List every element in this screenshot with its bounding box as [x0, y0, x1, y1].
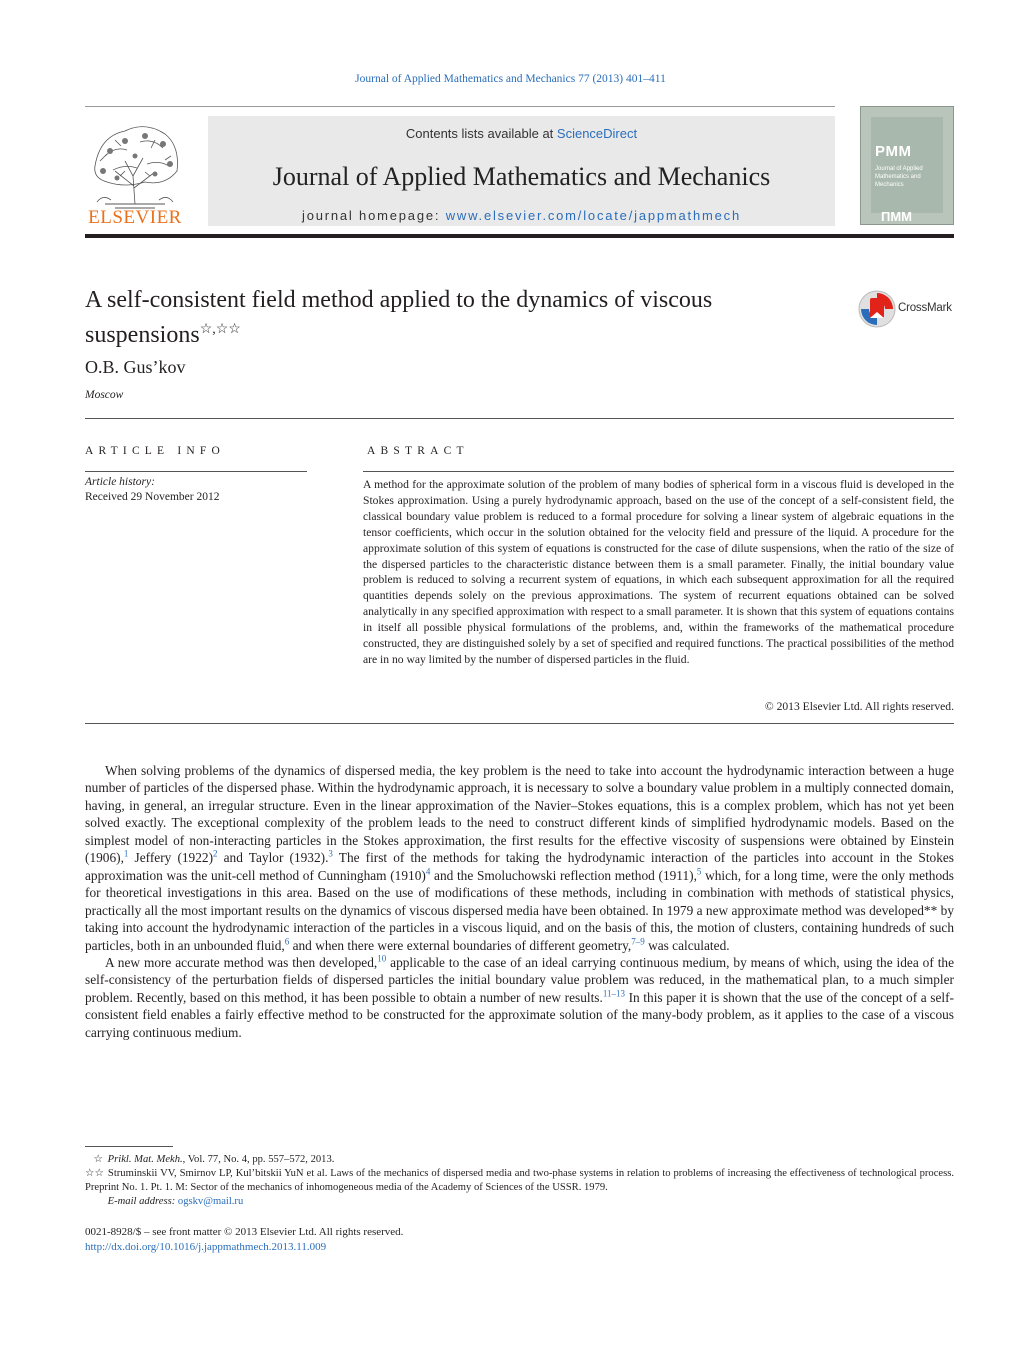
received-date: Received 29 November 2012: [85, 491, 220, 503]
citation-link[interactable]: 11–13: [602, 988, 625, 999]
email-label: E-mail address:: [107, 1196, 178, 1208]
text-run: applicable to the case of an ideal carrying continuous medium, by means of which, using the idea of the self-consistency of the perturbation fields of dispersed particles the initial boundary value problem was reduced, in the mathematical plan, to a much simpler problem. Recently, based on this method, it has been possible to obtain a number of new results.: [85, 954, 954, 1005]
cover-bottom-label: ПММ: [881, 209, 913, 224]
article-history-label: Article history:: [85, 476, 155, 488]
header-bottom-rule: [85, 234, 954, 238]
text-run: and the Smoluchowski reflection method (1911),: [430, 867, 697, 883]
article-title: [85, 285, 825, 350]
article-info-heading: ARTICLE INFO: [85, 445, 225, 457]
doi-link[interactable]: http://dx.doi.org/10.1016/j.jappmathmech.2013.11.009: [85, 1241, 327, 1253]
citation-link[interactable]: 1: [123, 848, 129, 859]
body-paragraph: [85, 954, 954, 1041]
abstract-text: A method for the approximate solution of the problem of many bodies of spherical form in a viscous fluid is developed in the Stokes approximation. Using a purely hydrodynamic approach, based on the use of the concept of a self-consistent field, the classical boundary value problem is reduced to a formal procedure for solving a linear system of algebraic equations in the tensor coefficients, which occur in the solution obtained for the velocity field and pressure of the liquid. A procedure for the approximate solution of this system of equations is constructed for the case of dilute suspensions, when the ratio of the size of the dispersed particles to the characteristic distance between them is a small parameter. Finally, the initial boundary value problem is reduced to solving a recurrent system of equations, in which each subsequent approximation for all the required quantities depends solely on the previous approximations. The system of recurrent equations obtained can be solved analytically in any specified approximation with respect to a small parameter. It is shown that this system of equations contains in itself all possible physical formulations of the problems, and, within the frameworks of the mathematical procedure constructed, they are distinguished solely by a set of specified and required functions. The practical possibilities of the method are in no way limited by the number of dispersed particles in the fluid.: [363, 478, 954, 666]
abstract-copyright: © 2013 Elsevier Ltd. All rights reserved.: [764, 700, 954, 713]
sciencedirect-link[interactable]: ScienceDirect: [556, 126, 638, 141]
text-run: A new more accurate method was then developed,: [105, 954, 378, 970]
text-run: and when there were external boundaries of different geometry,: [289, 937, 632, 953]
citation-link[interactable]: 10: [377, 953, 387, 964]
footnote-text: Struminskii VV, Smirnov LP, Kul’bitskii YuN et al. Laws of the mechanics of dispersed media and two-phase systems in relation to problems of increasing the effectiveness of technological process. Preprint No. 1. Pt. 1. M: Sector of the mechanics of inhomogeneous media of the Academy of Sciences of the USSR. 1979.: [85, 1168, 954, 1194]
footnote-mark: ☆☆: [85, 1168, 104, 1180]
text-run: Jeffery (1922): [128, 850, 214, 866]
homepage-line: [208, 208, 835, 223]
citation-link[interactable]: 2: [213, 848, 218, 859]
author-name: O.B. Gus’kov: [85, 357, 186, 377]
journal-name: Journal of Applied Mathematics and Mechanics: [272, 162, 771, 191]
body-paragraph: [85, 762, 954, 954]
footnote-text: , Vol. 77, No. 4, pp. 557–572, 2013.: [182, 1154, 335, 1165]
body-text: [85, 762, 954, 1041]
cover-subtitle: Journal of Applied Mathematics and Mechanics: [875, 166, 923, 188]
footnote-email: [85, 1195, 954, 1209]
title-footnote-marks[interactable]: ☆,☆☆: [199, 322, 241, 337]
citation-link[interactable]: 3: [328, 848, 333, 859]
cover-title: PMM: [875, 143, 912, 160]
divider: [85, 418, 954, 419]
citation-link[interactable]: 4: [425, 866, 431, 877]
text-run: When solving problems of the dynamics of dispersed media, the key problem is the need to take into account the hydrodynamic interaction between a huge number of particles of the dispersed phase. Within the hydrodynamic approach, it is necessary to solve a boundary value problem in a multiply connected domain, having, in general, an irregular structure. Even in the linear approximation of the Navier–Stokes equations, this is a complex problem, which has not yet been solved exactly. The exceptional complexity of the problem leads to the need to construct different kinds of simplified hydrodynamic models. Based on the simplest model of non-interacting particles in the Stokes approximation, the first results for the effective viscosity of suspensions were obtained by Einstein (1906),: [85, 763, 954, 866]
crossmark-icon: [858, 290, 896, 328]
journal-citation-link[interactable]: Journal of Applied Mathematics and Mechanics 77 (2013) 401–411: [355, 73, 666, 85]
text-run: was calculated.: [644, 937, 730, 953]
crossmark-label: CrossMark: [898, 302, 952, 314]
citation-link[interactable]: 6: [284, 936, 290, 947]
text-run: The first of the methods for taking the hydrodynamic interaction of the particles into account in the Stokes approximation was the unit-cell method of Cunningham (1910): [85, 850, 954, 883]
elsevier-wordmark: ELSEVIER: [88, 207, 182, 228]
issn-line: 0021-8928/$ – see front matter © 2013 Elsevier Ltd. All rights reserved.: [85, 1226, 404, 1238]
footnote-mark: ☆: [93, 1154, 103, 1165]
footnote-divider: [85, 1146, 173, 1147]
citation-link[interactable]: 5: [696, 866, 702, 877]
divider: [85, 471, 307, 472]
email-link[interactable]: ogskv@mail.ru: [177, 1196, 244, 1208]
homepage-link[interactable]: www.elsevier.com/locate/jappmathmech: [445, 208, 741, 223]
abstract-heading: ABSTRACT: [367, 445, 469, 457]
divider: [363, 471, 954, 472]
homepage-prefix: journal homepage:: [302, 208, 446, 223]
contents-prefix: Contents lists available at: [405, 126, 557, 141]
journal-banner: [208, 116, 835, 226]
header-top-rule: [85, 106, 835, 107]
article-title-text: A self-consistent field method applied to the dynamics of viscous suspensions: [85, 287, 713, 348]
footnote-journal: Prikl. Mat. Mekh.: [107, 1154, 183, 1165]
journal-header: [85, 106, 954, 238]
journal-cover-image: [860, 106, 954, 225]
footnotes: [85, 1153, 954, 1209]
footnote: [85, 1153, 954, 1167]
divider: [85, 723, 954, 724]
text-run: which, for a long time, were the only methods for theoretical investigations in this area. Based on the use of modifications of these methods, including in combination with methods of statistical physics, practically all the most important results on the dynamics of viscous dispersed media have been obtained. In 1979 a new approximate method was developed** by taking into account the hydrodynamic interaction of the particles in a viscous liquid, and on the basis of this, the motion of clusters, containing hundreds of such particles, both in an unbounded fluid,: [85, 867, 954, 953]
crossmark-button[interactable]: [858, 290, 958, 330]
text-run: and Taylor (1932).: [217, 850, 329, 866]
footnote: [85, 1167, 954, 1195]
text-run: In this paper it is shown that the use of the concept of a self-consistent field enables a fairly effective method to be constructed for the approximate solution of the many-body problem, as it applies to the case of a viscous carrying continuous medium.: [85, 989, 954, 1040]
contents-line: [208, 126, 835, 141]
author-affiliation: Moscow: [85, 389, 124, 401]
citation-link[interactable]: 7–9: [631, 936, 645, 947]
